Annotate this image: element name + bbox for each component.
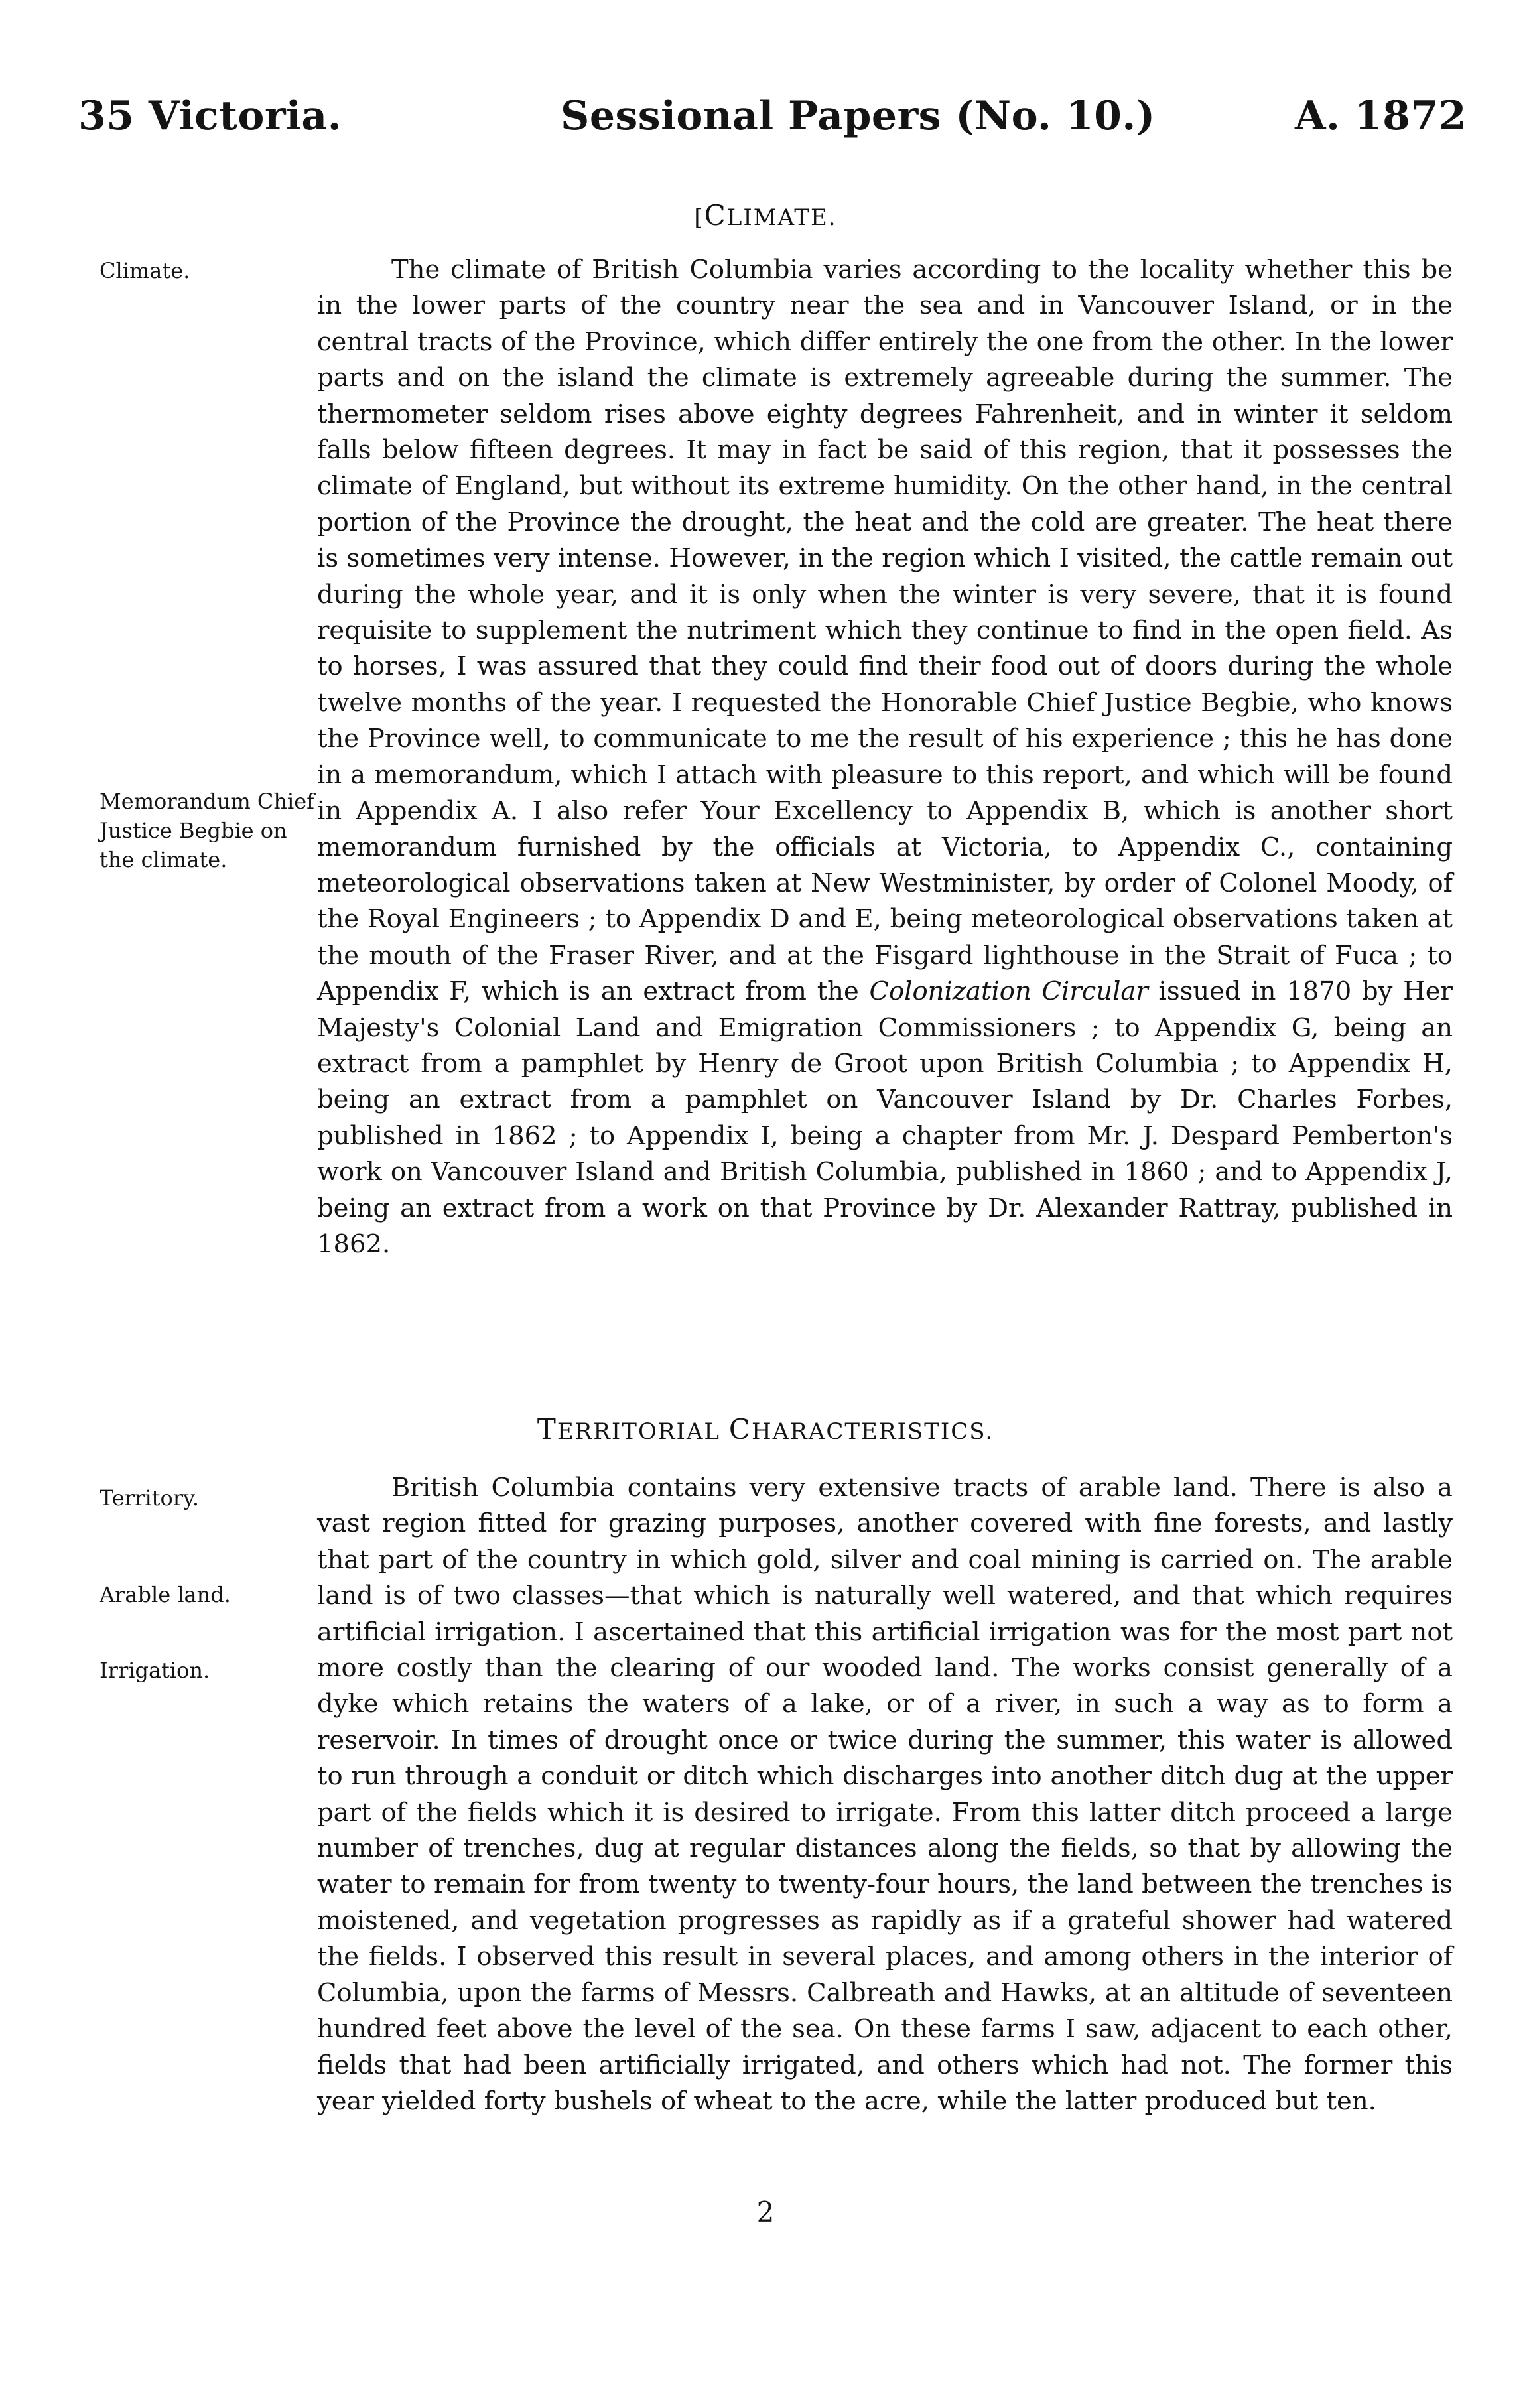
territory-paragraph: British Columbia contains very extensive tracts of arable land. There is also a vast region fitted for grazing purposes, another covered with fine forests, and lastly that part of the country in which gold, silver and coal mining is carried on. The arable land is of two classes—that which is naturally well watered, and that which requires artificial irrigation. I ascertained that this artificial irrigation was for the most part not more costly than the clearing of our wooded land. The works consist generally of a dyke which retains the waters of a lake, or of a river, in such a way as to form a reservoir. In times of drought once or twice during the summer, this water is allowed to run through a conduit or ditch which discharges into another ditch dug at the upper part of the fields which it is desired to irrigate. From this latter ditch proceed a large number of trenches, dug at regular distances along the fields, so that by allowing the water to remain for from twenty to twenty-four hours, the land between the trenches is moistened, and vegetation progresses as rapidly as if a grateful shower had watered the fields. I observed this result in several places, and among others in the interior of Columbia, upon the farms of Messrs. Calbreath and Hawks, at an altitude of seventeen hundred feet above the level of the sea. On these farms I saw, adjacent to each other, fields that had been artificially irrigated, and others which had not. The former this year yielded forty bushels of wheat to the acre, while the latter produced but ten. — [317, 1473, 1453, 2116]
margin-note-climate: Climate. — [100, 258, 190, 283]
margin-note-arable-land: Arable land. — [100, 1582, 231, 1607]
margin-note-irrigation: Irrigation. — [100, 1658, 210, 1683]
climate-text-end: issued in 1870 by Her Majesty's Colonial Land and Emigration Commissioners ; to Appendix G, being an extract from a pamphlet by Henry de Groot upon British Columbia ; to Appendix H, being an extract from a pamphlet on Vancouver Island by Dr. Charles Forbes, published in 1862 ; to Appendix I, being a chapter from Mr. J. Despard Pemberton's work on Vancouver Island and British Columbia, published in 1860 ; and to Appendix J, being an extract from a work on that Province by Dr. Alexander Rattray, published in 1862. — [317, 976, 1453, 1259]
sessional-papers-title: Sessional Papers (No. 10.) — [561, 93, 1156, 139]
colonization-circular-title: Colonization Circular — [869, 976, 1148, 1007]
session-label: 35 Victoria. — [78, 93, 342, 139]
year-label: A. 1872 — [1295, 93, 1467, 139]
page-number: 2 — [756, 2196, 775, 2228]
margin-note-memorandum: Memorandum Chief Justice Begbie on the climate. — [100, 789, 315, 872]
climate-paragraph — [317, 252, 1453, 1262]
climate-text: The climate of British Columbia varies according to the locality whether this be in the lower parts of the country near the sea and in Vancouver Island, or in the central tracts of the Province, which differ entirely the one from the other. In the lower parts and on the island the climate is extremely agreeable during the summer. The thermometer seldom rises above eighty degrees Fahrenheit, and in winter it seldom falls below fifteen degrees. It may in fact be said of this region, that it possesses the climate of England, but without its extreme humidity. On the other hand, in the central portion of the Province the drought, the heat and the cold are greater. The heat there is sometimes very intense. However, in the region which I visited, the cattle remain out during the whole year, and it is only when the winter is very severe, that it is found requisite to supplement the nutriment which they continue to find in the open field. As to horses, I was assured that they could find their food out of doors during the whole twelve months of the year. I requested the Honorable Chief Justice Begbie, who knows the Province well, to communicate to me the result of his experience ; this he has done in a memorandum, which I attach with pleasure to this report, and which will be found in Appendix A. I also refer Your Excellency to Appendix B, which is another short memorandum furnished by the officials at Victoria, to Appendix C., containing meteorological observations taken at New Westminister, by order of Colonel Moody, of the Royal Engineers ; to Appendix D and E, being meteorological observations taken at the mouth of the Fraser River, and at the Fisgard lighthouse in the Strait of Fuca ; to Appendix F, which is an extract from the — [317, 255, 1453, 1007]
territorial-heading: TERRITORIAL CHARACTERISTICS. — [537, 1413, 994, 1445]
page-header — [0, 93, 1531, 153]
climate-heading: [CLIMATE. — [694, 199, 837, 232]
margin-note-territory: Territory. — [100, 1485, 200, 1510]
